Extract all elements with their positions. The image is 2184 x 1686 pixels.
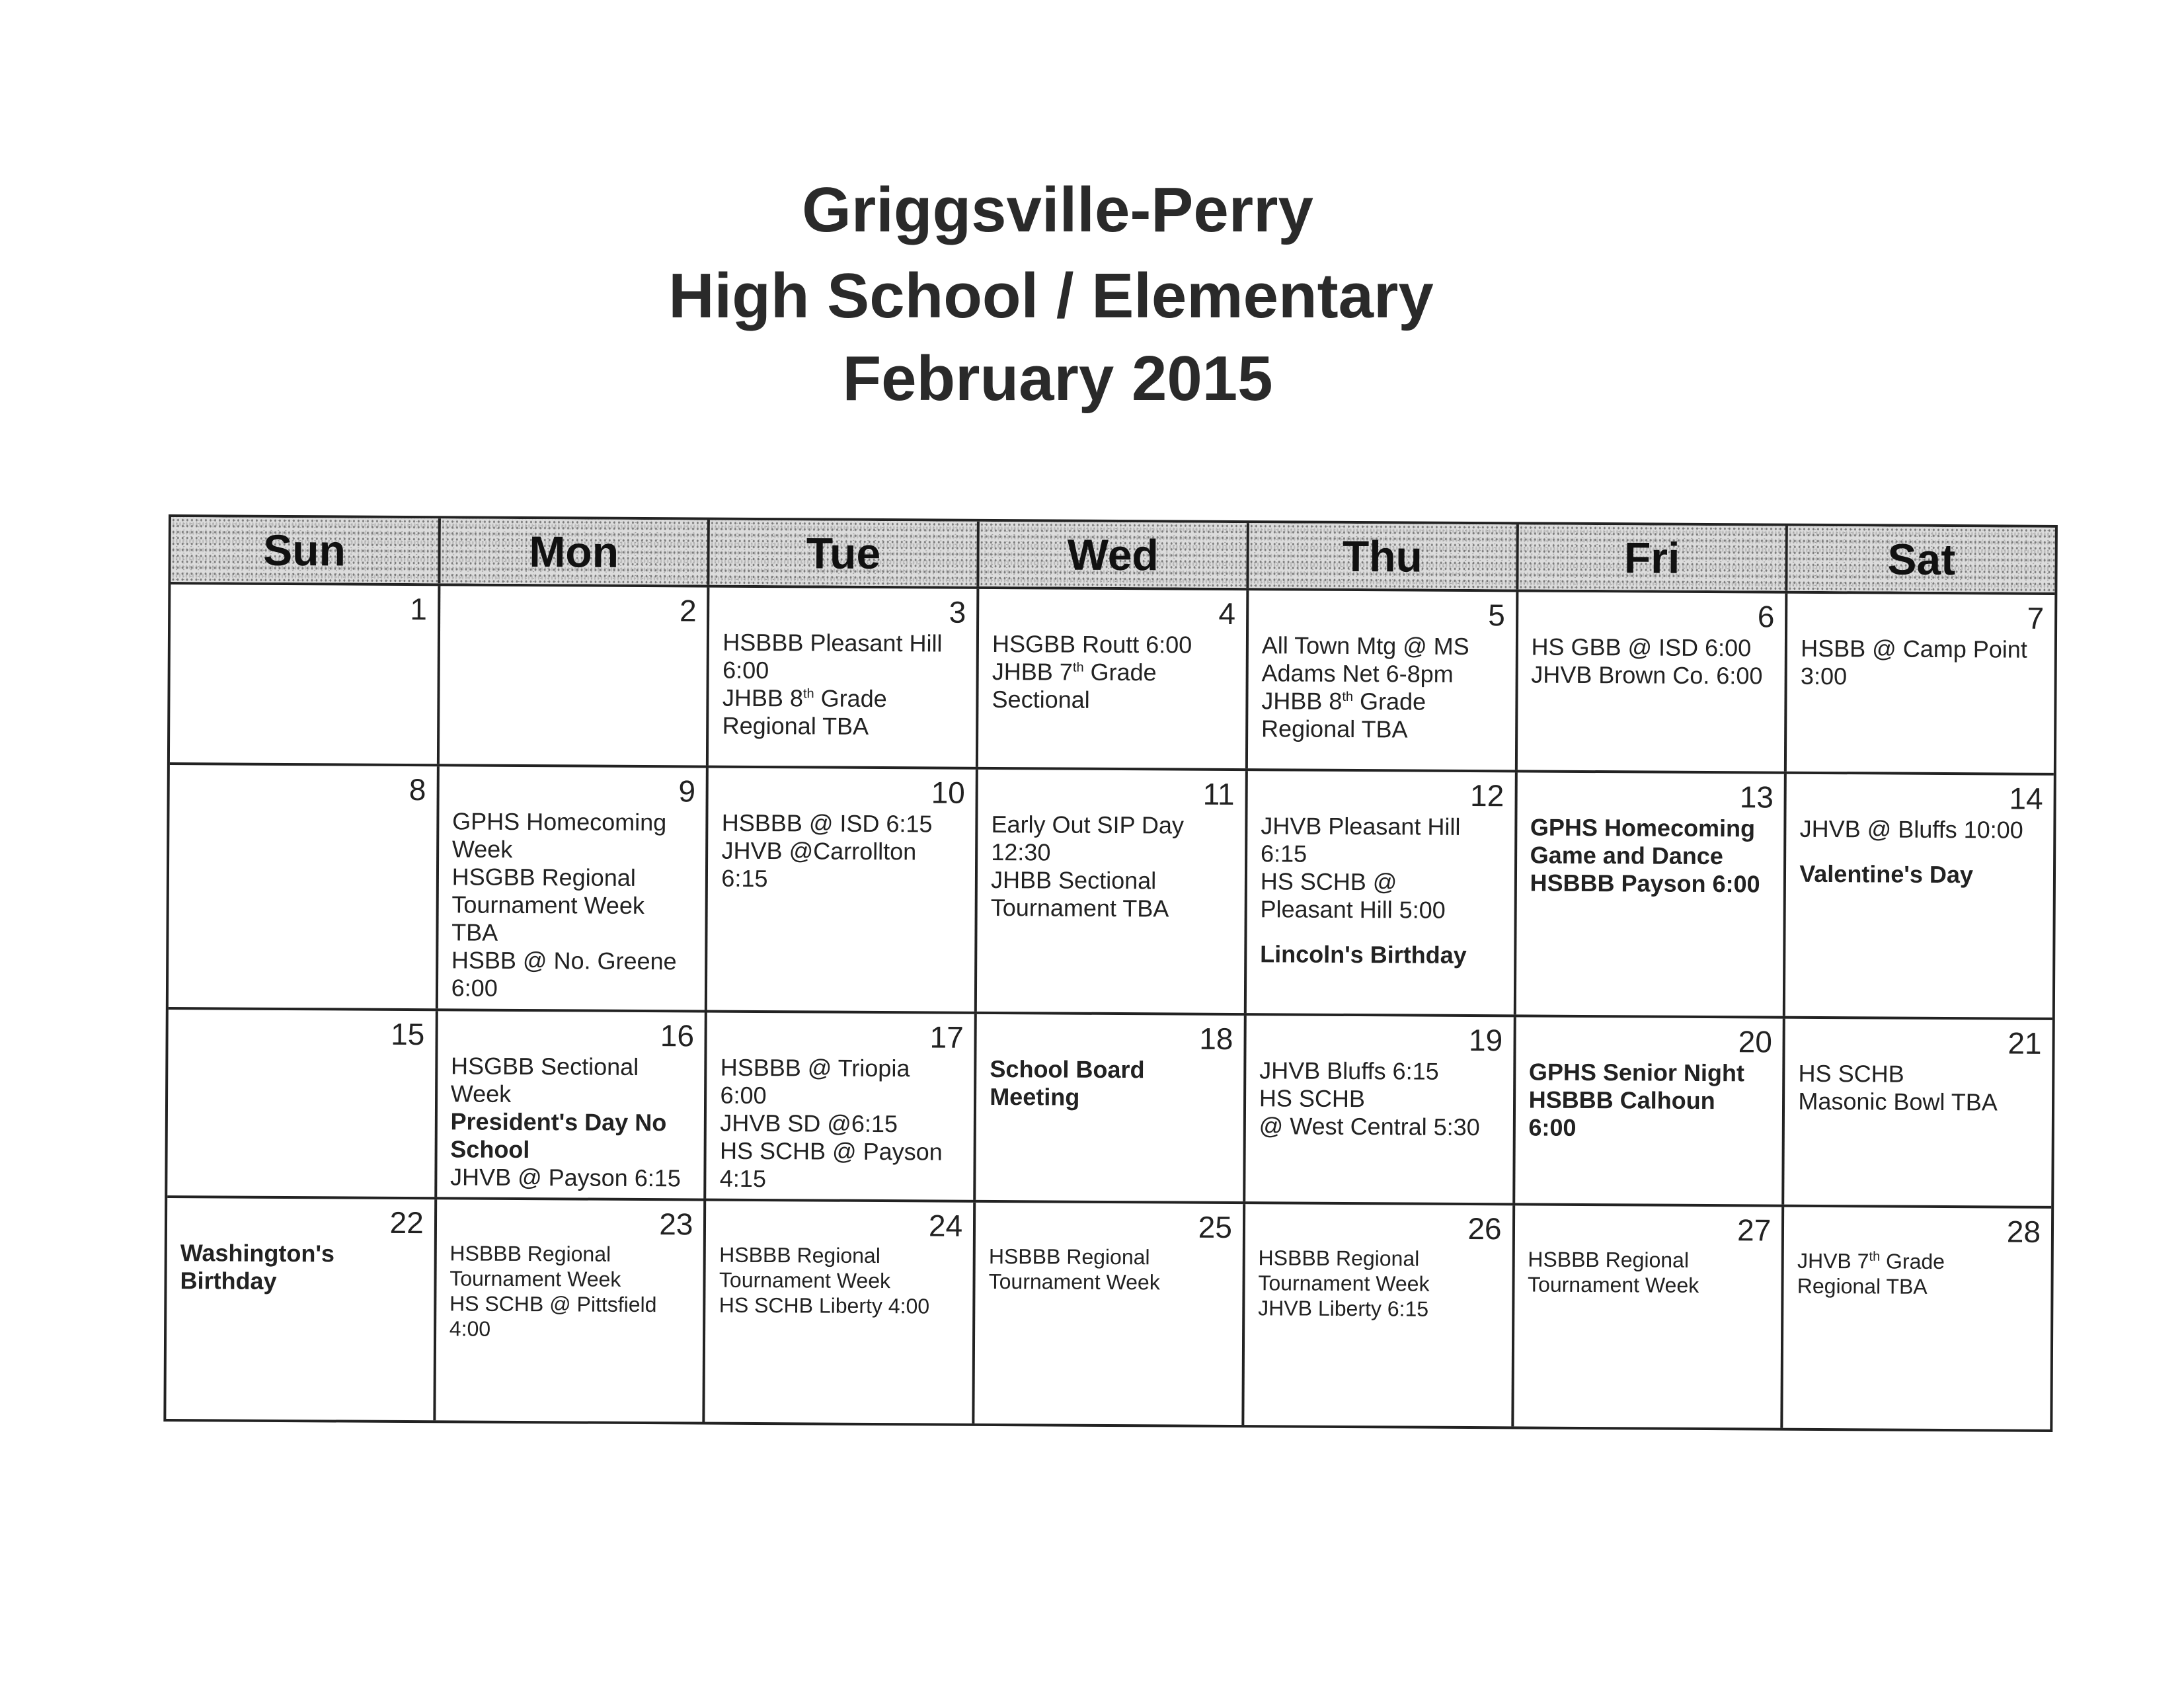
event-line: HSGBB Regional (451, 863, 636, 891)
event-line: TBA (451, 918, 498, 946)
event-line: HS SCHB @ (1260, 867, 1397, 896)
day-number: 20 (1738, 1024, 1773, 1059)
title-school-name: Griggsville-Perry (802, 175, 1313, 245)
event-line: JHVB @ Payson 6:15 (450, 1163, 681, 1192)
event-line: Regional TBA (1797, 1273, 1928, 1299)
day-cell-10 (707, 768, 978, 1012)
day-number: 13 (1739, 780, 1774, 815)
day-number: 17 (929, 1020, 964, 1055)
day-cell-1 (170, 584, 440, 764)
event-line: HSBBB Regional (719, 1242, 880, 1268)
event-line: JHVB Pleasant Hill (1261, 812, 1461, 840)
day-cell-28 (1783, 1207, 2052, 1429)
event-line: JHBB 8th Grade (1261, 687, 1426, 715)
event-line: HSBBB Regional (1528, 1247, 1690, 1272)
event-line: GPHS Homecoming (452, 807, 667, 836)
day-number: 10 (931, 775, 965, 810)
event-line: School (450, 1135, 530, 1164)
weekday-header-thu: Thu (1249, 523, 1518, 589)
event-line: @ West Central 5:30 (1259, 1112, 1480, 1141)
day-cell-22 (166, 1198, 437, 1420)
day-cell-17 (707, 1013, 977, 1200)
day-number: 21 (2008, 1025, 2042, 1061)
event-line: HS SCHB (1259, 1084, 1366, 1113)
day-cell-18 (976, 1014, 1246, 1201)
title-school-level: High School / Elementary (668, 261, 1434, 331)
event-line: HSBBB Regional (1258, 1246, 1420, 1271)
day-cell-8 (169, 765, 440, 1008)
event-line: JHVB SD @6:15 (720, 1109, 898, 1138)
day-cell-4 (978, 589, 1249, 768)
event-line: HSBBB Pleasant Hill (722, 628, 943, 657)
event-line: 6:00 (1528, 1113, 1577, 1141)
day-cell-7 (1787, 594, 2054, 773)
event-line: HSBB @ No. Greene (451, 946, 677, 975)
event-line: Tournament Week (988, 1269, 1160, 1295)
day-number: 3 (949, 594, 966, 629)
event-line: JHBB Sectional (990, 865, 1157, 895)
event-line: JHVB 7th Grade (1797, 1248, 1945, 1274)
event-line: President's Day No (450, 1107, 667, 1137)
day-cell-6 (1517, 592, 1787, 771)
day-number: 6 (1757, 599, 1775, 634)
day-cell-26 (1244, 1204, 1515, 1426)
event-line: JHVB Brown Co. 6:00 (1531, 661, 1763, 690)
weekday-header-row (171, 517, 2055, 595)
day-cell-2 (440, 586, 710, 765)
weekday-header-sat: Sat (1788, 526, 2055, 592)
calendar-grid (163, 514, 2058, 1432)
event-line: Valentine's Day (1799, 860, 1974, 889)
day-cell-19 (1245, 1016, 1516, 1203)
event-line: 4:00 (449, 1316, 491, 1341)
event-line: 3:00 (1800, 662, 1848, 690)
event-line: JHVB Bluffs 6:15 (1259, 1057, 1439, 1085)
day-cell-5 (1248, 590, 1518, 770)
event-line: HSBB @ Camp Point (1801, 634, 2028, 663)
event-line: GPHS Homecoming (1530, 813, 1756, 842)
event-line: JHBB 8th Grade (722, 684, 887, 713)
weekday-header-wed: Wed (980, 522, 1249, 588)
event-line: JHVB @ Bluffs 10:00 (1799, 815, 2023, 844)
weekday-header-sun: Sun (171, 517, 440, 583)
day-number: 4 (1218, 596, 1236, 631)
event-line: School Board (990, 1055, 1145, 1084)
day-number: 22 (389, 1205, 424, 1240)
event-line: Masonic Bowl TBA (1798, 1087, 1998, 1116)
day-number: 19 (1468, 1022, 1503, 1058)
event-line: HS GBB @ ISD 6:00 (1531, 633, 1752, 662)
event-line: Regional TBA (722, 711, 869, 740)
day-cell-13 (1516, 772, 1787, 1016)
event-line: HSBBB @ ISD 6:15 (721, 809, 933, 838)
event-line: HSGBB Sectional (450, 1052, 639, 1080)
event-line: HS SCHB Liberty 4:00 (719, 1293, 930, 1318)
event-line: Sectional (992, 685, 1090, 713)
day-number: 25 (1198, 1209, 1233, 1245)
event-line: 6:15 (721, 864, 768, 893)
title-month: February 2015 (842, 343, 1273, 414)
day-cell-20 (1515, 1017, 1785, 1204)
day-number: 24 (928, 1208, 963, 1243)
week-row (170, 584, 2054, 776)
event-line: GPHS Senior Night (1528, 1058, 1745, 1087)
day-number: 26 (1467, 1211, 1502, 1246)
day-number: 18 (1199, 1021, 1233, 1057)
event-line: HS SCHB (1798, 1059, 1904, 1088)
day-cell-16 (437, 1011, 707, 1198)
day-cell-27 (1514, 1205, 1785, 1427)
day-number: 5 (1488, 598, 1505, 633)
day-cell-15 (167, 1010, 438, 1197)
calendar-weeks (166, 584, 2054, 1429)
event-line: JHVB @Carrollton (721, 836, 917, 865)
week-row (169, 765, 2054, 1020)
day-cell-25 (974, 1203, 1245, 1425)
event-line: Pleasant Hill 5:00 (1260, 895, 1446, 924)
day-number: 11 (1202, 776, 1235, 812)
day-number: 27 (1736, 1213, 1772, 1248)
day-number: 8 (409, 772, 426, 807)
day-cell-21 (1785, 1019, 2052, 1206)
event-line: Adams Net 6-8pm (1261, 659, 1454, 688)
event-line: 4:15 (719, 1164, 767, 1193)
day-cell-14 (1785, 774, 2054, 1018)
day-number: 7 (2027, 600, 2045, 635)
event-line: Birthday (180, 1267, 277, 1295)
event-line: HSBBB Regional (988, 1244, 1150, 1269)
day-number: 23 (659, 1207, 693, 1242)
event-line: HSBBB @ Triopia (720, 1053, 910, 1082)
event-line: Lincoln's Birthday (1260, 940, 1467, 969)
event-line: Tournament Week (1258, 1271, 1430, 1296)
event-line: HSBBB Calhoun (1528, 1086, 1715, 1115)
event-line: Early Out SIP Day (991, 810, 1185, 839)
week-row (166, 1198, 2051, 1429)
event-line: Washington's (180, 1239, 335, 1267)
day-number: 12 (1469, 778, 1504, 813)
event-line: HS SCHB @ Pittsfield (449, 1291, 657, 1317)
event-line: 6:00 (722, 656, 769, 684)
day-cell-11 (977, 770, 1248, 1013)
weekday-header-fri: Fri (1518, 524, 1788, 590)
week-row (167, 1010, 2052, 1209)
day-cell-9 (438, 766, 709, 1010)
event-line: JHBB 7th Grade (992, 657, 1157, 686)
event-line: Meeting (990, 1082, 1080, 1111)
weekday-header-mon: Mon (440, 518, 710, 584)
event-line: Tournament Week (451, 891, 645, 920)
day-cell-24 (705, 1201, 976, 1424)
day-cell-23 (436, 1199, 707, 1422)
event-line: Game and Dance (1530, 841, 1723, 870)
event-line: HSBBB Payson 6:00 (1530, 869, 1760, 898)
event-line: Week (450, 1080, 512, 1107)
event-line: Regional TBA (1261, 715, 1408, 743)
day-cell-12 (1247, 771, 1518, 1014)
day-number: 28 (2006, 1214, 2041, 1249)
event-line: HSGBB Routt 6:00 (992, 629, 1192, 659)
weekday-header-tue: Tue (710, 520, 980, 586)
event-line: 6:00 (451, 974, 498, 1002)
day-number: 16 (660, 1018, 695, 1053)
event-line: All Town Mtg @ MS (1261, 631, 1469, 660)
day-number: 2 (679, 593, 697, 628)
event-line: 12:30 (991, 838, 1051, 866)
event-line: 6:00 (720, 1081, 767, 1109)
event-line: 6:15 (1260, 840, 1307, 867)
event-line: JHVB Liberty 6:15 (1258, 1296, 1429, 1321)
event-line: Tournament Week (719, 1267, 891, 1293)
event-line: Tournament TBA (990, 893, 1169, 922)
event-line: Tournament Week (1528, 1272, 1699, 1297)
event-line: Tournament Week (449, 1266, 621, 1291)
day-cell-3 (709, 588, 979, 767)
day-number: 15 (391, 1016, 425, 1052)
day-number: 1 (410, 592, 428, 627)
event-line: HSBBB Regional (449, 1241, 611, 1266)
day-number: 14 (2009, 781, 2043, 816)
day-number: 9 (678, 774, 696, 809)
event-line: Week (451, 835, 513, 863)
event-line: HS SCHB @ Payson (719, 1137, 943, 1166)
